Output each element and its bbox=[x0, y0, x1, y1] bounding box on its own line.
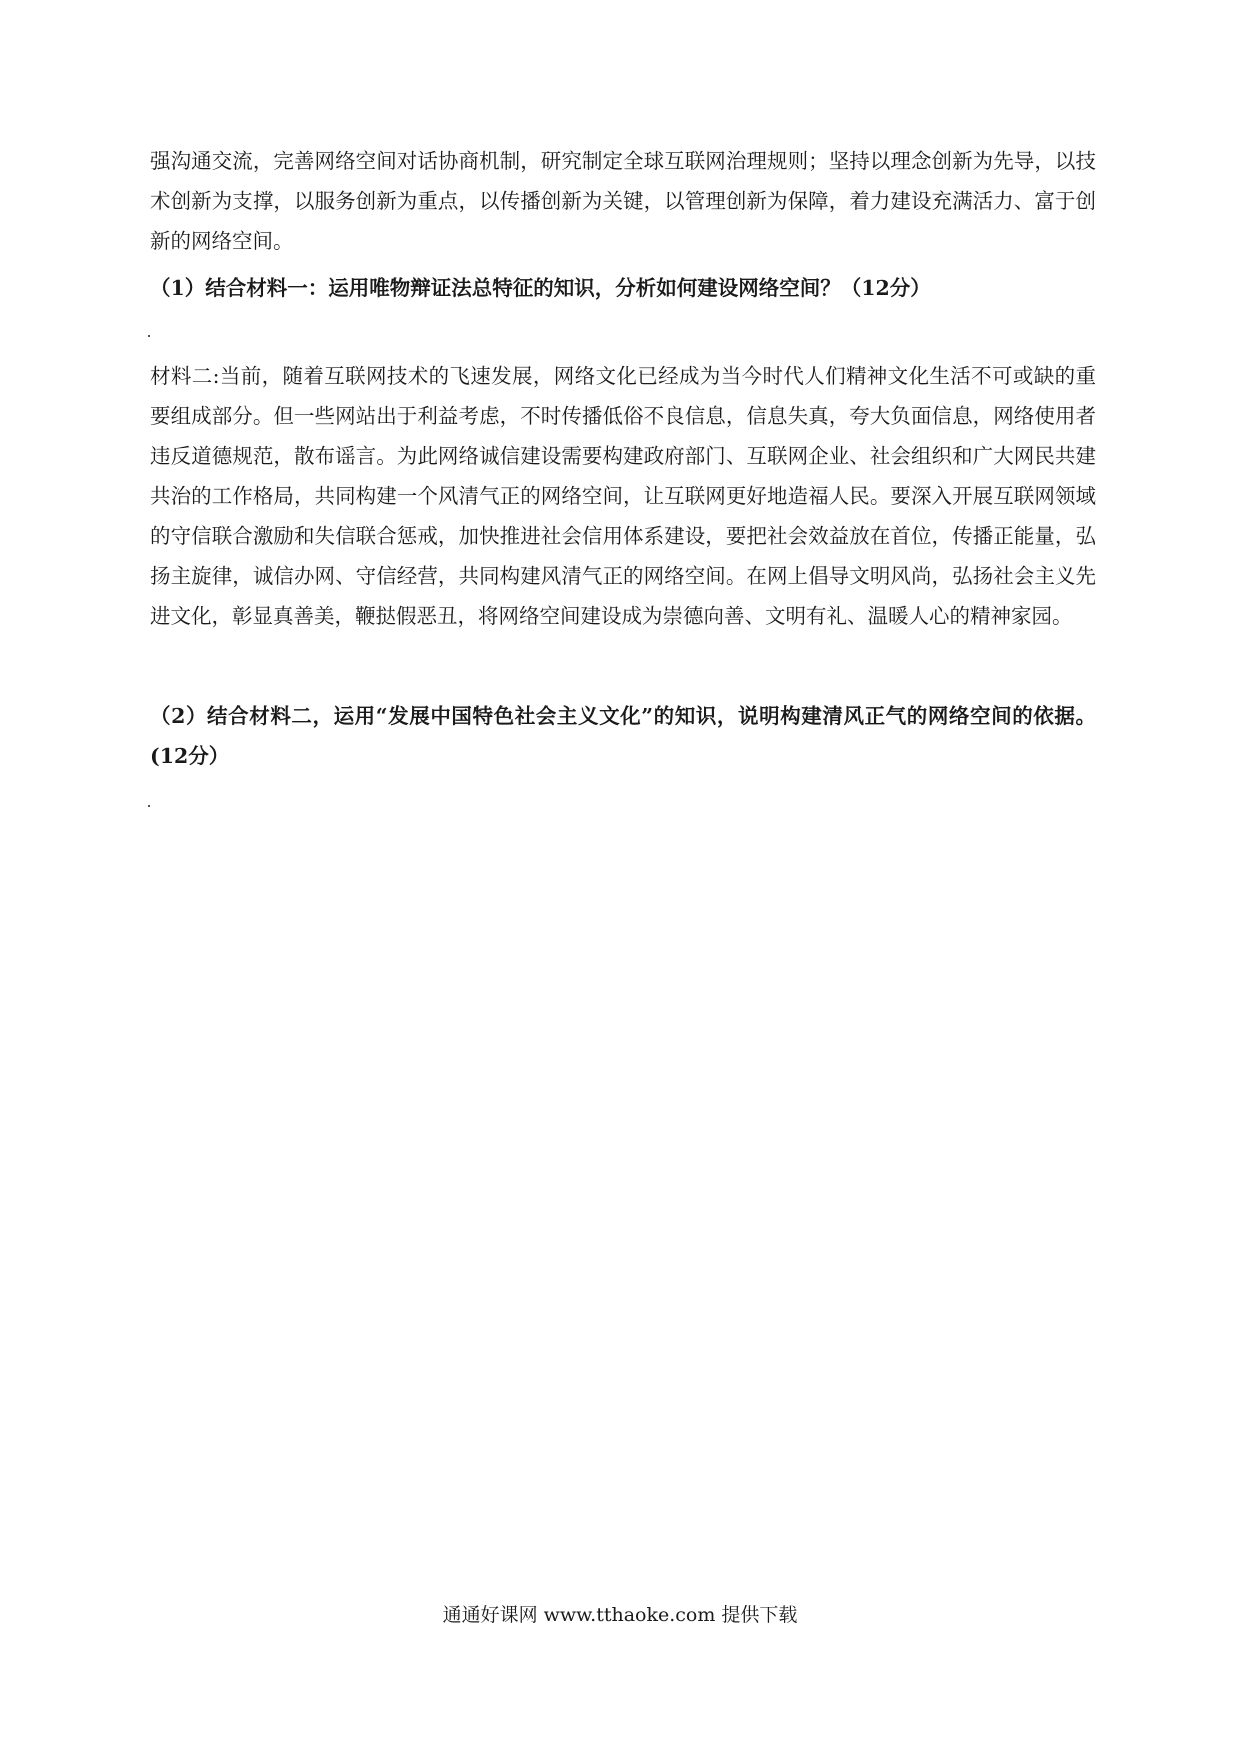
question-one: （1）结合材料一：运用唯物辩证法总特征的知识，分析如何建设网络空间？（12分） bbox=[150, 276, 931, 300]
material-one-continuation bbox=[150, 141, 1096, 261]
material-two-text: 材料二:当前，随着互联网技术的飞速发展，网络文化已经成为当今时代人们精神文化生活不可或缺的重要组成部分。但一些网站出于利益考虑，不时传播低俗不良信息，信息失真，夸大负面信息，网络使用者违反道德规范，散布谣言。为此网络诚信建设需要构建政府部门、互联网企业、社会组织和广大网民共建共治的工作格局，共同构建一个风清气正的网络空间，让互联网更好地造福人民。要深入开展互联网领域的守信联合激励和失信联合惩戒，加快推进社会信用体系建设，要把社会效益放在首位，传播正能量，弘扬主旋律，诚信办网、守信经营，共同构建风清气正的网络空间。在网上倡导文明风尚，弘扬社会主义先进文化，彰显真善美，鞭挞假恶丑，将网络空间建设成为崇德向善、文明有礼、温暖人心的精神家园。 bbox=[150, 364, 1096, 628]
material-one-text: 强沟通交流，完善网络空间对话协商机制，研究制定全球互联网治理规则；坚持以理念创新为先导，以技术创新为支撑，以服务创新为重点，以传播创新为关键，以管理创新为保障，着力建设充满活力、富于创新的网络空间。 bbox=[150, 149, 1096, 253]
page-footer: 通通好课网 www.tthaoke.com 提供下载 bbox=[442, 1604, 798, 1626]
question-two: （2）结合材料二，运用“发展中国特色社会主义文化”的知识，说明构建清风正气的网络空间的依据。(12分） bbox=[150, 704, 1096, 768]
blank-answer-marker bbox=[148, 805, 150, 807]
blank-answer-marker bbox=[148, 335, 150, 337]
material-two bbox=[150, 356, 1096, 636]
